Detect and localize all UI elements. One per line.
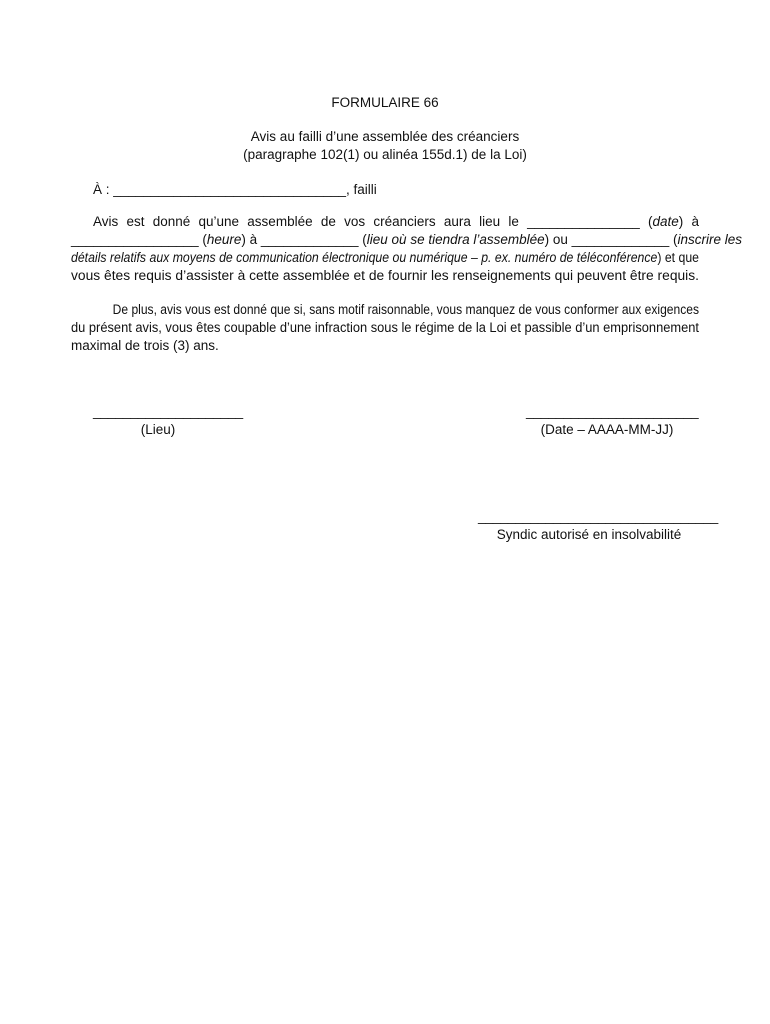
- addressee-line: À : _______________________________, failli: [93, 182, 377, 197]
- time-placeholder-label: heure: [206, 232, 242, 247]
- date-placeholder-label: date: [652, 214, 679, 229]
- trustee-signature-line: ________________________________: [478, 509, 719, 524]
- penalty-paragraph: [71, 301, 699, 355]
- date-signature-line: _______________________: [526, 404, 699, 419]
- remote-details-label-end: détails relatifs aux moyens de communication électronique ou numérique – p. ex. numéro de téléconférence: [71, 250, 658, 265]
- penalty-line-1: De plus, avis vous est donné que si, sans motif raisonnable, vous manquez de vous conformer aux exigences: [112, 302, 699, 317]
- notice-line-1: Avis est donné qu’une assemblée de vos créanciers aura lieu le _______________ (date) à: [93, 214, 699, 229]
- notice-line-2: _________________ (heure) à _____________ (lieu où se tiendra l’assemblée) ou _____________ (inscrire les: [71, 232, 743, 247]
- date-label: (Date – AAAA-MM-JJ): [540, 422, 674, 437]
- place-signature-line: ____________________: [93, 404, 244, 419]
- form-title: FORMULAIRE 66: [331, 95, 439, 110]
- penalty-line-2: du présent avis, vous êtes coupable d’une infraction sous le régime de la Loi et passible d’un emprisonnement: [71, 320, 699, 335]
- notice-line-3: détails relatifs aux moyens de communication électronique ou numérique – p. ex. numéro de téléconférence) et que: [71, 250, 699, 265]
- remote-details-label-start: inscrire les: [677, 232, 743, 247]
- notice-paragraph: [71, 213, 743, 285]
- form-subtitle-line-1: Avis au failli d’une assemblée des créanciers: [250, 129, 520, 144]
- place-label: (Lieu): [140, 422, 176, 437]
- venue-placeholder-label: lieu où se tiendra l’assemblée: [366, 232, 545, 247]
- form-subtitle-line-2: (paragraphe 102(1) ou alinéa 155d.1) de la Loi): [243, 147, 527, 162]
- notice-line-4: vous êtes requis d’assister à cette assemblée et de fournir les renseignements qui peuvent être requis.: [71, 268, 699, 283]
- penalty-line-3: maximal de trois (3) ans.: [71, 338, 219, 353]
- trustee-label: Syndic autorisé en insolvabilité: [496, 527, 682, 542]
